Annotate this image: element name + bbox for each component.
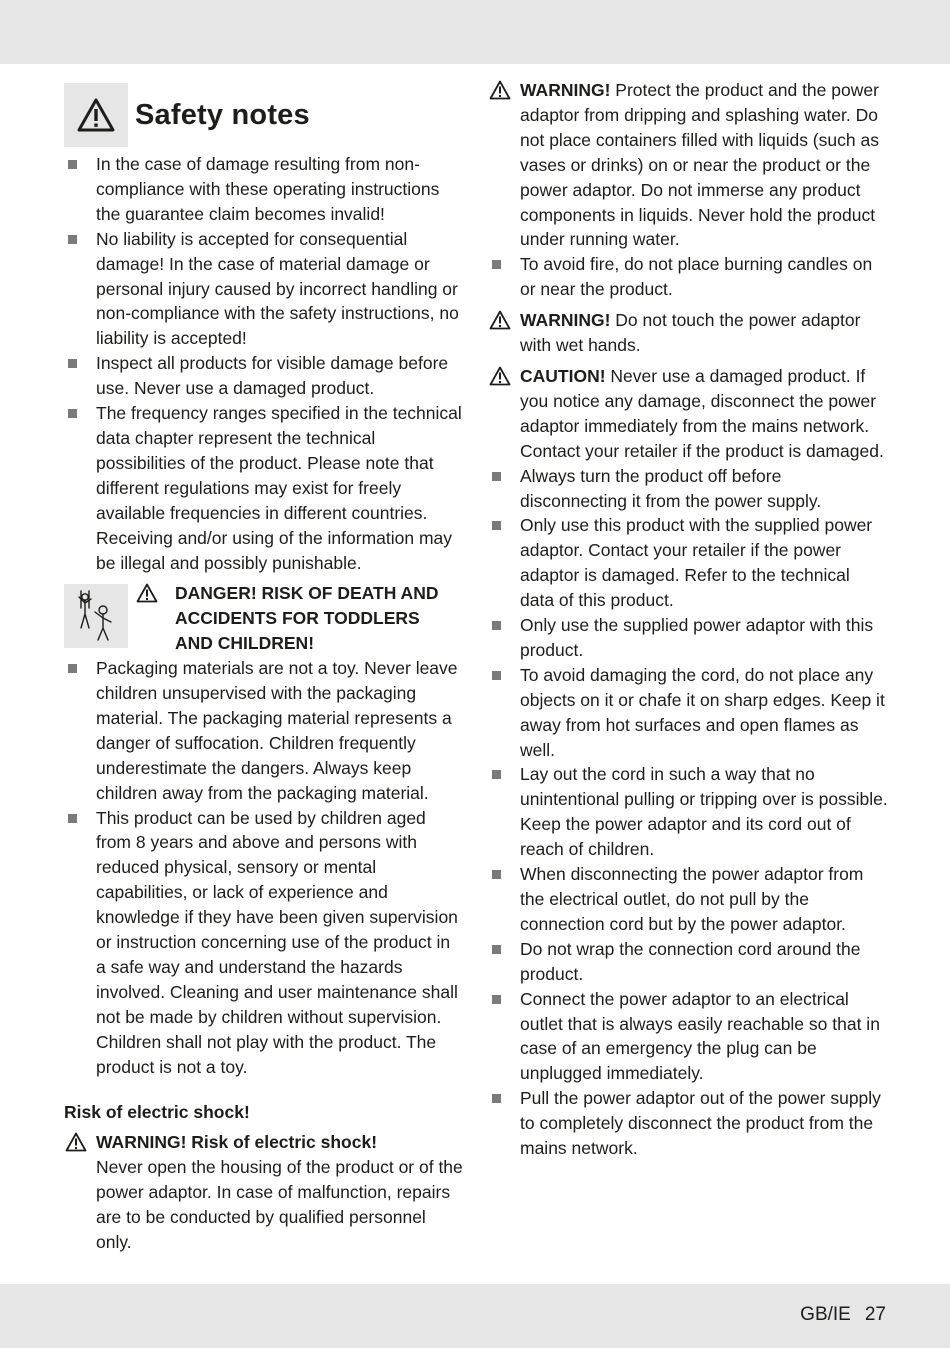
bullet-square-icon bbox=[68, 409, 77, 418]
list-item: Packaging materials are not a toy. Never leave children unsupervised with the packaging material. The packaging material represents a danger of suffocation. Children frequently underestimate the dangers. Always keep children away from the packaging material. bbox=[64, 656, 464, 805]
list-item: This product can be used by children aged from 8 years and above and persons with reduced physical, sensory or mental capabilities, or lack of experience and knowledge if they have been given supervision or instruction concerning use of the product in a safe way and understand the hazards involved. Cleaning and user maintenance shall not be made by children without supervision. Children shall not play with the product. The product is not a toy. bbox=[64, 806, 464, 1080]
title-icon-box bbox=[64, 83, 128, 147]
bullet-square-icon bbox=[68, 359, 77, 368]
bullet-square-icon bbox=[492, 260, 501, 269]
page-number: 27 bbox=[864, 1304, 886, 1325]
list-item: Only use the supplied power adaptor with this product. bbox=[488, 613, 888, 663]
warning-triangle-icon bbox=[136, 583, 158, 603]
bullet-square-icon bbox=[492, 1094, 501, 1103]
list-item: Connect the power adaptor to an electrical outlet that is always easily reachable so that in case of an emergency the plug can be unplugged immediately. bbox=[488, 987, 888, 1087]
list-item: No liability is accepted for consequential damage! In the case of material damage or personal injury caused by incorrect handling or non-compliance with the safety instructions, no liability is accepted! bbox=[64, 227, 464, 352]
danger-block bbox=[64, 581, 464, 656]
top-band bbox=[0, 0, 950, 64]
child-icon-box bbox=[64, 584, 128, 648]
list-item: Pull the power adaptor out of the power supply to completely disconnect the product from the mains network. bbox=[488, 1086, 888, 1161]
bullet-square-icon bbox=[492, 870, 501, 879]
list-item: To avoid damaging the cord, do not place any objects on it or chafe it on sharp edges. Keep it away from hot surfaces and open flames as well. bbox=[488, 663, 888, 763]
warning-water: WARNING! Protect the product and the power adaptor from dripping and splashing water. Do not place containers filled with liquids (such as vases or drinks) on or near the product or the power adaptor. Do not immerse any product components in liquids. Never hold the product under running water. bbox=[488, 78, 888, 252]
child-icon bbox=[71, 588, 121, 644]
warning-triangle-icon bbox=[489, 310, 511, 330]
bullet-square-icon bbox=[492, 472, 501, 481]
warning-triangle-icon bbox=[489, 366, 511, 386]
bullet-square-icon bbox=[68, 235, 77, 244]
warning-electric: WARNING! Risk of electric shock! Never open the housing of the product or of the power adaptor. In case of malfunction, repairs are to be conducted by qualified personnel only. bbox=[64, 1130, 464, 1255]
bullet-square-icon bbox=[492, 521, 501, 530]
bullet-square-icon bbox=[68, 664, 77, 673]
bullet-square-icon bbox=[68, 160, 77, 169]
list-item: Always turn the product off before disconnecting it from the power supply. bbox=[488, 464, 888, 514]
list-item: The frequency ranges specified in the technical data chapter represent the technical possibilities of the product. Please note that different regulations may exist for freely available frequencies in different countries. Receiving and/or using of the information may be illegal and possibly punishable. bbox=[64, 401, 464, 575]
caution-damaged: CAUTION! Never use a damaged product. If you notice any damage, disconnect the power adaptor immediately from the mains network. Contact your retailer if the product is damaged. bbox=[488, 364, 888, 464]
region-label: GB/IE bbox=[800, 1304, 851, 1325]
list-item: Do not wrap the connection cord around the product. bbox=[488, 937, 888, 987]
title-row bbox=[64, 83, 464, 147]
page-footer bbox=[800, 1304, 886, 1326]
bullet-square-icon bbox=[492, 945, 501, 954]
page-title: Safety notes bbox=[135, 98, 310, 131]
list-item: Only use this product with the supplied power adaptor. Contact your retailer if the power adaptor is damaged. Refer to the technical data of this product. bbox=[488, 513, 888, 613]
list-item: In the case of damage resulting from non-compliance with these operating instructions the guarantee claim becomes invalid! bbox=[64, 152, 464, 227]
warning-triangle-icon bbox=[76, 97, 116, 133]
bullet-square-icon bbox=[492, 621, 501, 630]
bullet-square-icon bbox=[68, 814, 77, 823]
bullet-square-icon bbox=[492, 770, 501, 779]
list-item: Inspect all products for visible damage before use. Never use a damaged product. bbox=[64, 351, 464, 401]
warning-triangle-icon bbox=[489, 80, 511, 100]
bullet-square-icon bbox=[492, 995, 501, 1004]
list-item: Lay out the cord in such a way that no unintentional pulling or tripping over is possible. Keep the power adaptor and its cord out of reach of children. bbox=[488, 762, 888, 862]
section-heading-electric: Risk of electric shock! bbox=[64, 1101, 250, 1122]
warning-triangle-icon bbox=[65, 1132, 87, 1152]
list-item: To avoid fire, do not place burning candles on or near the product. bbox=[488, 252, 888, 302]
warning-wet-hands: WARNING! Do not touch the power adaptor with wet hands. bbox=[488, 308, 888, 358]
left-column bbox=[64, 78, 464, 1255]
right-column bbox=[488, 78, 888, 1161]
list-item: When disconnecting the power adaptor from the electrical outlet, do not pull by the connection cord but by the power adaptor. bbox=[488, 862, 888, 937]
danger-heading: DANGER! RISK OF DEATH AND ACCIDENTS FOR TODDLERS AND CHILDREN! bbox=[136, 581, 438, 656]
bullet-square-icon bbox=[492, 671, 501, 680]
